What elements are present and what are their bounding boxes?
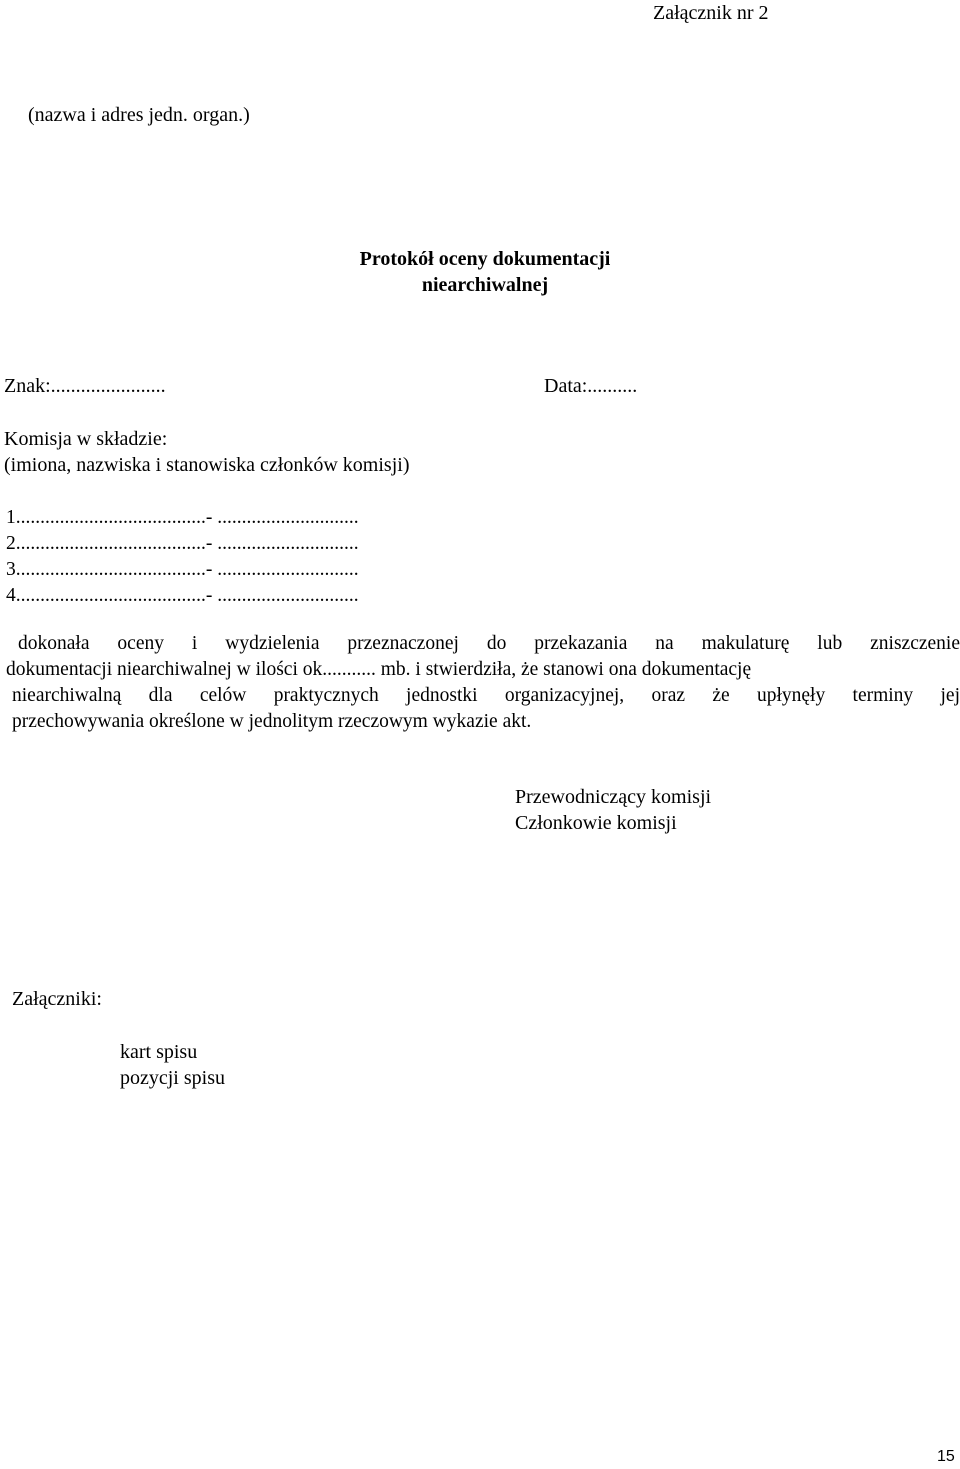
- org-placeholder: (nazwa i adres jedn. organ.): [28, 104, 250, 126]
- page-number: 15: [937, 1448, 955, 1465]
- body-paragraph: [6, 631, 960, 735]
- attachments-label: Załączniki:: [12, 988, 102, 1010]
- body-line-4: przechowywania określone w jednolitym rzeczowym wykazie akt.: [12, 711, 532, 732]
- attachment-item-1: kart spisu: [120, 1041, 198, 1063]
- sign-field: Znak:.......................: [4, 375, 166, 397]
- member-line-2: 2.......................................- .............................: [6, 533, 359, 554]
- body-line-1: dokonała oceny i wydzielenia przeznaczonej do przekazania na makulaturę lub zniszczenie: [18, 633, 960, 654]
- committee-hint: (imiona, nazwiska i stanowiska członków komisji): [4, 454, 410, 476]
- document-title: [0, 246, 960, 298]
- committee-label: Komisja w składzie:: [4, 428, 168, 450]
- body-line-3: niearchiwalną dla celów praktycznych jednostki organizacyjnej, oraz że upłynęły terminy jej: [12, 685, 960, 706]
- member-line-3: 3.......................................- .............................: [6, 559, 359, 580]
- title-line-2: niearchiwalnej: [421, 274, 549, 296]
- body-line-2: dokumentacji niearchiwalnej w ilości ok........... mb. i stwierdziła, że stanowi ona dokumentację: [6, 659, 752, 680]
- title-line-1: Protokół oceny dokumentacji: [359, 248, 611, 270]
- chairman-label: Przewodniczący komisji: [515, 786, 712, 808]
- date-field: Data:..........: [544, 375, 638, 397]
- member-line-4: 4.......................................- .............................: [6, 585, 359, 606]
- member-line-1: 1.......................................- .............................: [6, 507, 359, 528]
- members-sign-label: Członkowie komisji: [515, 812, 677, 834]
- attachment-item-2: pozycji spisu: [120, 1067, 225, 1089]
- annex-label: Załącznik nr 2: [653, 2, 769, 24]
